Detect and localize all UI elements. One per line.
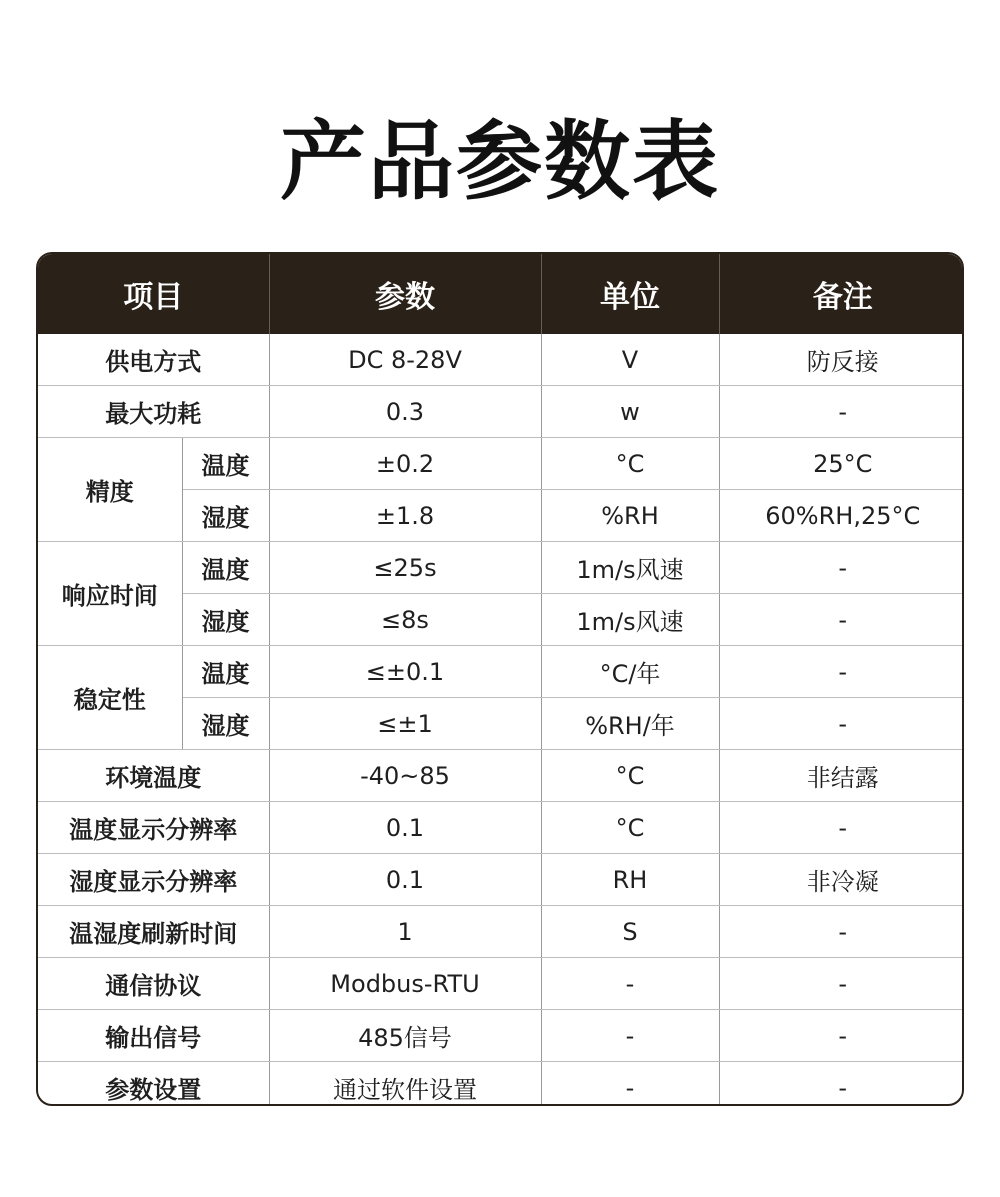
item-cell: 供电方式	[38, 334, 269, 386]
item-cell: 温度显示分辨率	[38, 802, 269, 854]
value-cell: 485信号	[269, 1010, 541, 1062]
unit-cell: -	[541, 1062, 719, 1107]
page-title: 产品参数表	[280, 112, 720, 212]
note-cell: -	[719, 958, 964, 1010]
sub-item-cell: 温度	[182, 542, 269, 594]
sub-item-cell: 湿度	[182, 490, 269, 542]
item-cell: 精度	[38, 438, 182, 542]
table-row	[38, 1062, 964, 1107]
table-row	[38, 646, 964, 698]
table-row	[38, 386, 964, 438]
sub-item-cell: 温度	[182, 438, 269, 490]
unit-cell: -	[541, 1010, 719, 1062]
note-cell: -	[719, 698, 964, 750]
note-cell: -	[719, 542, 964, 594]
unit-cell: S	[541, 906, 719, 958]
unit-cell: V	[541, 334, 719, 386]
note-cell: 非结露	[719, 750, 964, 802]
value-cell: 0.1	[269, 802, 541, 854]
table-row	[38, 906, 964, 958]
note-cell: -	[719, 594, 964, 646]
value-cell: ≤±1	[269, 698, 541, 750]
note-cell: -	[838, 1073, 848, 1102]
unit-cell: -	[541, 958, 719, 1010]
unit-cell: °C/年	[541, 646, 719, 698]
value-cell: ±1.8	[269, 490, 541, 542]
unit-cell: 1m/s风速	[541, 594, 719, 646]
table-row	[38, 958, 964, 1010]
sub-item-cell: 湿度	[182, 698, 269, 750]
value-cell: ≤±0.1	[269, 646, 541, 698]
item-cell: 输出信号	[38, 1010, 269, 1062]
unit-cell: w	[541, 386, 719, 438]
value-cell: 1	[269, 906, 541, 958]
value-cell: ±0.2	[269, 438, 541, 490]
table-row	[38, 1010, 964, 1062]
header-unit: 单位	[541, 254, 719, 334]
sub-item-cell: 湿度	[182, 594, 269, 646]
unit-cell: 1m/s风速	[541, 542, 719, 594]
table-row	[38, 438, 964, 490]
note-cell: 防反接	[719, 334, 964, 386]
table-header-row	[38, 254, 964, 334]
item-cell: 参数设置	[38, 1062, 269, 1107]
header-note: 备注	[719, 254, 964, 334]
note-cell: 60%RH,25°C	[719, 490, 964, 542]
item-cell: 湿度显示分辨率	[38, 854, 269, 906]
value-cell: ≤25s	[269, 542, 541, 594]
note-cell: -	[719, 1010, 964, 1062]
value-cell: Modbus-RTU	[269, 958, 541, 1010]
note-cell: -	[719, 646, 964, 698]
item-cell: 最大功耗	[38, 386, 269, 438]
header-param: 参数	[269, 254, 541, 334]
table-row	[38, 334, 964, 386]
unit-cell: RH	[541, 854, 719, 906]
unit-cell: °C	[541, 438, 719, 490]
table-row	[38, 854, 964, 906]
spec-table-container	[36, 252, 964, 1106]
value-cell: DC 8-28V	[269, 334, 541, 386]
item-cell: 通信协议	[38, 958, 269, 1010]
value-cell: -40~85	[269, 750, 541, 802]
spec-table	[38, 254, 964, 1106]
note-cell: 25°C	[719, 438, 964, 490]
unit-cell: °C	[541, 802, 719, 854]
value-cell: ≤8s	[269, 594, 541, 646]
sub-item-cell: 温度	[182, 646, 269, 698]
header-item: 项目	[38, 254, 269, 334]
unit-cell: %RH/年	[541, 698, 719, 750]
item-cell: 稳定性	[38, 646, 182, 750]
table-row	[38, 802, 964, 854]
item-cell: 温湿度刷新时间	[38, 906, 269, 958]
value-cell: 0.1	[269, 854, 541, 906]
unit-cell: %RH	[541, 490, 719, 542]
table-row	[38, 750, 964, 802]
note-cell: -	[719, 906, 964, 958]
value-cell: 通过软件设置	[269, 1062, 541, 1107]
note-cell: -	[719, 802, 964, 854]
note-cell: 非冷凝	[719, 854, 964, 906]
unit-cell: °C	[541, 750, 719, 802]
item-cell: 环境温度	[38, 750, 269, 802]
value-cell: 0.3	[269, 386, 541, 438]
table-row	[38, 542, 964, 594]
item-cell: 响应时间	[38, 542, 182, 646]
note-cell: -	[719, 386, 964, 438]
